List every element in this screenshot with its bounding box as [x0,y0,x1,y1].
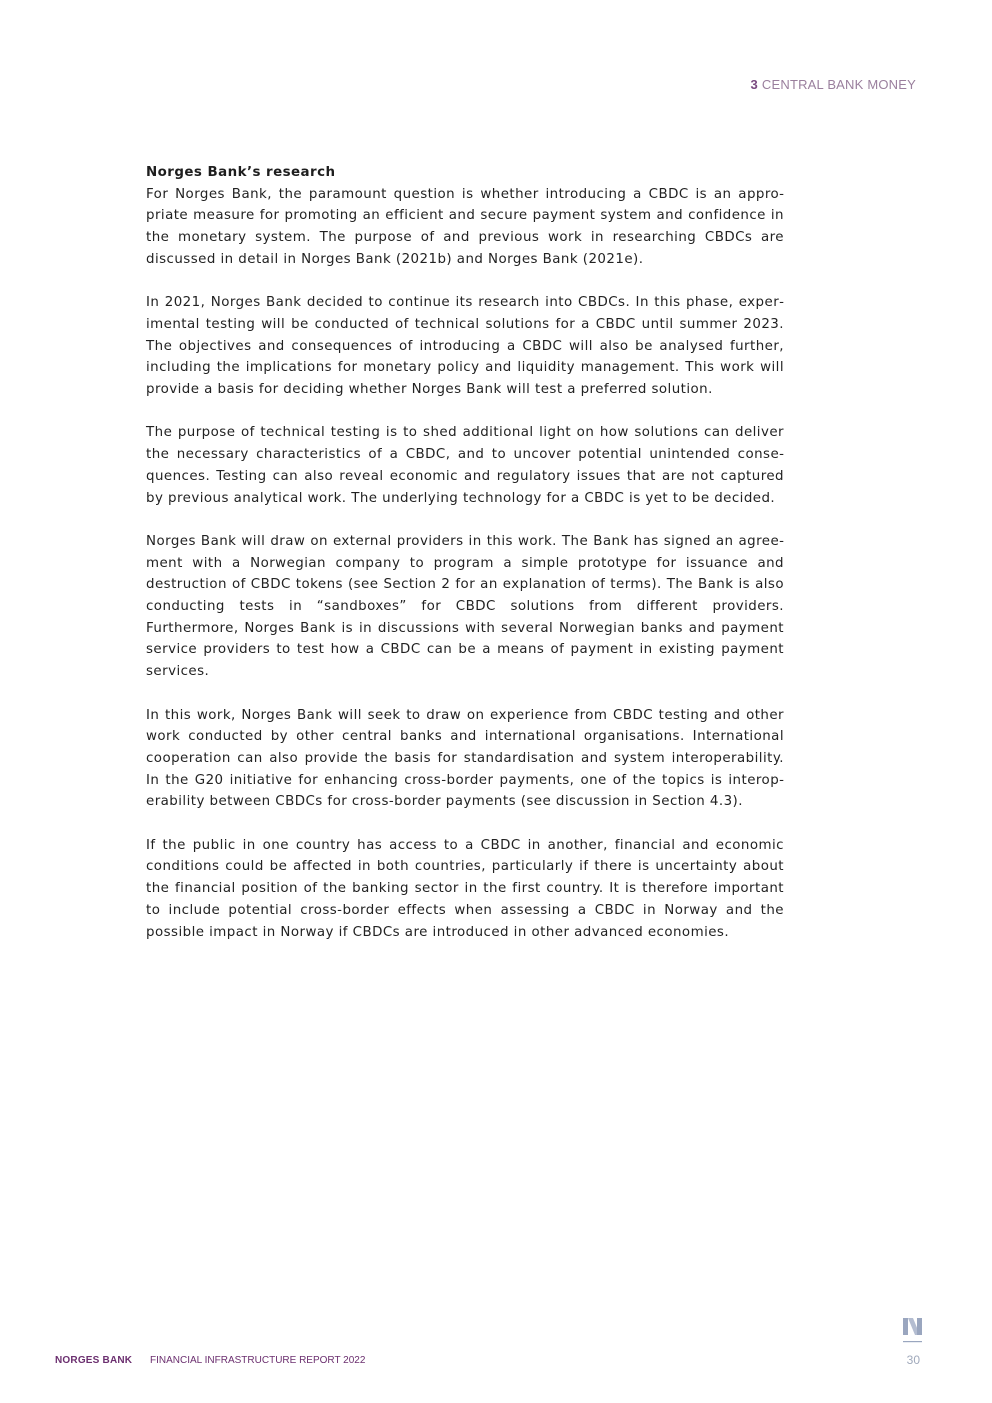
paragraph-2: In 2021, Norges Bank decided to continue its research into CBDCs. In this phase, experimental testing will be conducted of technical solutions for a CBDC until summer 2023. The objectives and consequences of introducing a CBDC will also be analysed further, including the implications for monetary policy and liquidity management. This work will provide a basis for deciding whether Norges Bank will test a preferred solution. [146,295,784,398]
norges-bank-n-logo-icon [902,1316,924,1344]
section-number: 3 [750,77,758,92]
page-number: 30 [906,1353,920,1367]
footer-report-title: FINANCIAL INFRASTRUCTURE REPORT 2022 [150,1355,366,1366]
paragraph-3: The purpose of technical testing is to shed additional light on how solutions can deliver the necessary characteristics of a CBDC, and to uncover potential unintended consequences. Testing can also reveal economic and regulatory issues that are not captured by previous analytical work. The underlying technology for a CBDC is yet to be decided. [146,425,784,506]
section-title: CENTRAL BANK MONEY [761,77,916,92]
article-body [146,162,784,965]
article-heading: Norges Bank’s research [146,165,336,180]
paragraph-4: Norges Bank will draw on external providers in this work. The Bank has signed an agreement with a Norwegian company to program a simple prototype for issuance and destruction of CBDC tokens (see Section 2 for an explanation of terms). The Bank is also conducting tests in “sandboxes” for CBDC solutions from different providers. Furthermore, Norges Bank is in discussions with several Norwegian banks and payment service providers to test how a CBDC can be a means of payment in existing payment services. [146,533,784,680]
footer-brand: NORGES BANK [55,1355,133,1366]
paragraph-1: For Norges Bank, the paramount question is whether introducing a CBDC is an appropriate measure for promoting an efficient and secure payment system and confidence in the monetary system. The purpose of and previous work in researching CBDCs are discussed in detail in Norges Bank (2021b) and Norges Bank (2021e). [146,186,784,267]
paragraph-6: If the public in one country has access to a CBDC in another, financial and economic conditions could be affected in both countries, particularly if there is uncertainty about the financial position of the banking sector in the first country. It is therefore important to include potential cross-border effects when assessing a CBDC in Norway and the possible impact in Norway if CBDCs are introduced in other advanced economies. [146,837,784,940]
running-header [750,77,916,92]
paragraph-5: In this work, Norges Bank will seek to draw on experience from CBDC testing and other work conducted by other central banks and international organisations. International cooperation can also provide the basis for standardisation and system interoperability. In the G20 initiative for enhancing cross-border payments, one of the topics is interoperability between CBDCs for cross-border payments (see discussion in Section 4.3). [146,707,784,810]
